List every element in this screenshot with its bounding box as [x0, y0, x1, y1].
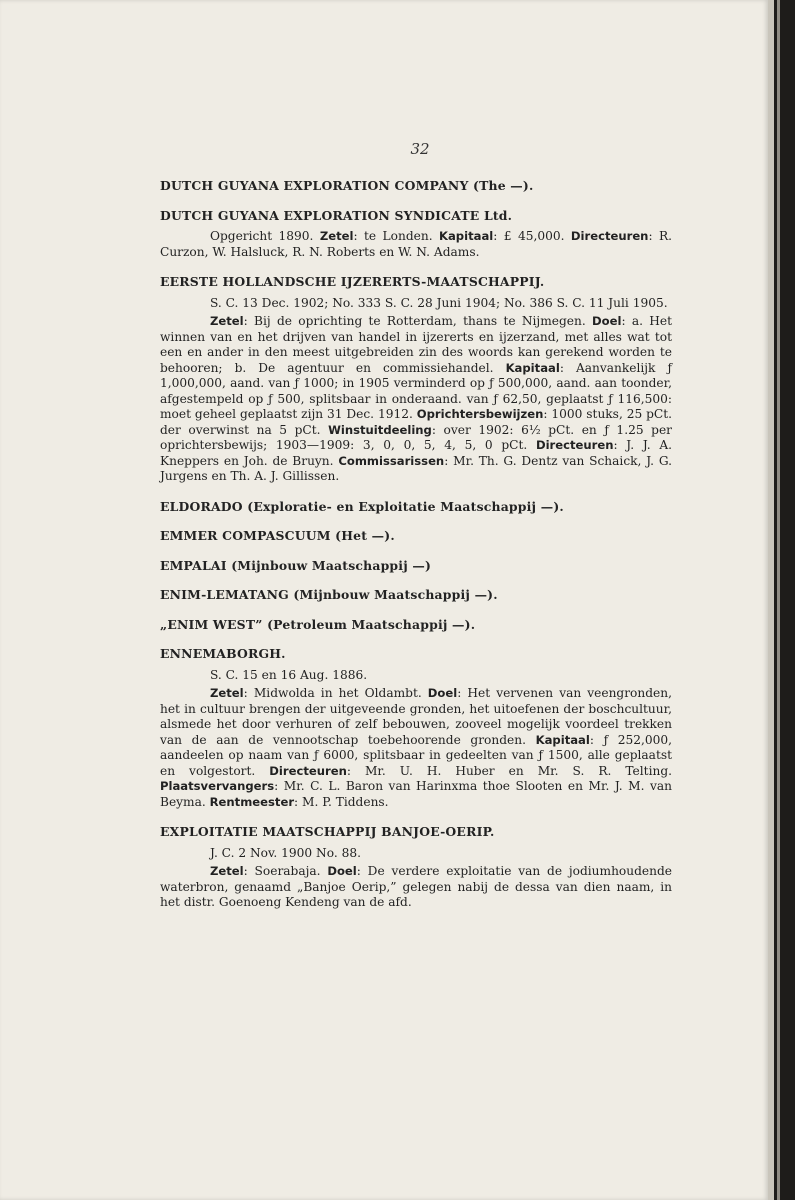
entry	[160, 646, 672, 810]
field-label: Doel	[327, 864, 357, 878]
entry-heading: DUTCH GUYANA EXPLORATION SYNDICATE Ltd.	[160, 207, 513, 223]
field-text: : Midwolda in het Oldambt.	[243, 686, 428, 700]
field-label: Oprichtersbewijzen	[416, 407, 544, 421]
entry-heading: EMPALAI (Mijnbouw Maatschappij —)	[160, 557, 432, 573]
entry-heading: ELDORADO (Exploratie- en Exploitatie Maatschappij —).	[160, 498, 564, 514]
field-label: Directeuren	[570, 229, 649, 243]
field-text: : 1000 stuks, 25 pCt. der overwinst na 5 pCt.	[160, 407, 672, 437]
entry	[160, 617, 672, 633]
field-text: : £ 45,000.	[493, 229, 571, 243]
entry-heading: EXPLOITATIE MAATSCHAPPIJ BANJOE-OERIP.	[160, 824, 495, 839]
field-label: Zetel	[319, 229, 354, 243]
field-label: Zetel	[210, 686, 244, 700]
page-stack-edge	[777, 0, 780, 1200]
field-text: : Het vervenen van veengronden, het in cultuur brengen der uitgeveende gronden, het uitoefenen der boschcultuur, alsmede het door verhuren of zelf bebouwen, zooveel mogelijk voordeel trekken van de aan de vennootschap toebehoorende gronden.	[160, 686, 672, 747]
field-text: : over 1902: 6½ pCt. en ƒ 1.25 per oprichtersbewijs; 1903—1909: 3, 0, 0, 5, 4, 5, 0 pCt.	[160, 422, 672, 452]
page-content	[160, 178, 672, 925]
entry-paragraph	[160, 229, 672, 260]
entry-heading: DUTCH GUYANA EXPLORATION COMPANY (The —).	[160, 178, 534, 193]
entry-paragraph	[160, 668, 672, 684]
field-label: Directeuren	[269, 763, 347, 778]
entry-paragraph	[160, 686, 672, 810]
field-text: : Soerabaja.	[243, 864, 328, 878]
field-label: Directeuren	[535, 438, 614, 452]
field-text: : te Londen.	[353, 229, 439, 243]
entry-heading: EERSTE HOLLANDSCHE IJZERERTS-MAATSCHAPPIJ.	[160, 274, 545, 289]
field-label: Plaatsvervangers	[160, 779, 275, 793]
field-label: Rentmeester	[209, 794, 295, 809]
entry	[160, 558, 672, 574]
field-label: Doel	[427, 686, 458, 700]
field-text: : Mr. C. L. Baron van Harinxma thoe Slooten en Mr. J. M. van Beyma.	[160, 779, 672, 809]
field-label: Doel	[592, 314, 622, 328]
field-label: Zetel	[210, 864, 244, 878]
entry	[160, 208, 672, 261]
field-text: Opgericht 1890.	[210, 229, 320, 243]
field-text: : a. Het winnen van en het drijven van handel in ijzererts en ijzerzand, met alles wat tot een en ander in den meest uitgebreiden zin des woords kan gerekend worden te behooren; b. De agentuur en commissiehandel.	[160, 314, 672, 375]
field-text: : M. P. Tiddens.	[294, 794, 389, 809]
entry	[160, 178, 672, 194]
field-text: : Bij de oprichting te Rotterdam, thans te Nijmegen.	[243, 314, 592, 328]
entry-heading: ENIM-LEMATANG (Mijnbouw Maatschappij —).	[160, 587, 498, 602]
entry-paragraph	[160, 314, 672, 485]
entry-paragraph	[160, 296, 672, 312]
entry-heading: ENNEMABORGH.	[160, 646, 286, 661]
entry	[160, 587, 672, 603]
field-text: S. C. 15 en 16 Aug. 1886.	[210, 667, 368, 682]
page-number: 32	[410, 140, 430, 158]
field-text: : Aanvankelijk ƒ 1,000,000, aand. van ƒ 1000; in 1905 verminderd op ƒ 500,000, aand. aan toonder, afgestempeld op ƒ 500, splitsbaar in onderaand. van ƒ 62,50, geplaatst ƒ 116,500: moet geheel geplaatst zijn 31 Dec. 1912.	[160, 360, 672, 421]
field-text: J. C. 2 Nov. 1900 No. 88.	[210, 845, 361, 860]
field-label: Kapitaal	[505, 360, 560, 375]
field-label: Winstuitdeeling	[328, 422, 432, 437]
field-text: : De verdere exploitatie van de jodiumhoudende waterbron, genaamd „Banjoe Oerip,” gelegen nabij de dessa van dien naam, in het distr. Goenoeng Kendeng van de afd.	[160, 864, 672, 909]
field-text: : J. J. A. Kneppers en Joh. de Bruyn.	[160, 438, 673, 468]
entry-heading: „ENIM WEST” (Petroleum Maatschappij —).	[160, 616, 476, 632]
field-label: Kapitaal	[439, 229, 494, 243]
entry	[160, 528, 672, 544]
field-label: Kapitaal	[535, 732, 590, 747]
field-text: : R. Curzon, W. Halsluck, R. N. Roberts en W. N. Adams.	[160, 229, 673, 259]
entry	[160, 499, 672, 515]
field-text: : Mr. U. H. Huber en Mr. S. R. Telting.	[346, 763, 672, 778]
entry-paragraph	[160, 846, 672, 862]
entry-heading: EMMER COMPASCUUM (Het —).	[160, 528, 395, 543]
field-label: Commissarissen	[338, 453, 445, 468]
entry	[160, 824, 672, 911]
field-text: : ƒ 252,000, aandeelen op naam van ƒ 6000, splitsbaar in gedeelten van ƒ 1500, alle geplaatst en volgestort.	[160, 732, 673, 778]
field-text: S. C. 13 Dec. 1902; No. 333 S. C. 28 Juni 1904; No. 386 S. C. 11 Juli 1905.	[210, 295, 668, 310]
entry	[160, 274, 672, 485]
field-text: : Mr. Th. G. Dentz van Schaick, J. G. Jurgens en Th. A. J. Gillissen.	[160, 453, 672, 483]
field-label: Zetel	[210, 314, 244, 328]
entry-paragraph	[160, 864, 672, 911]
